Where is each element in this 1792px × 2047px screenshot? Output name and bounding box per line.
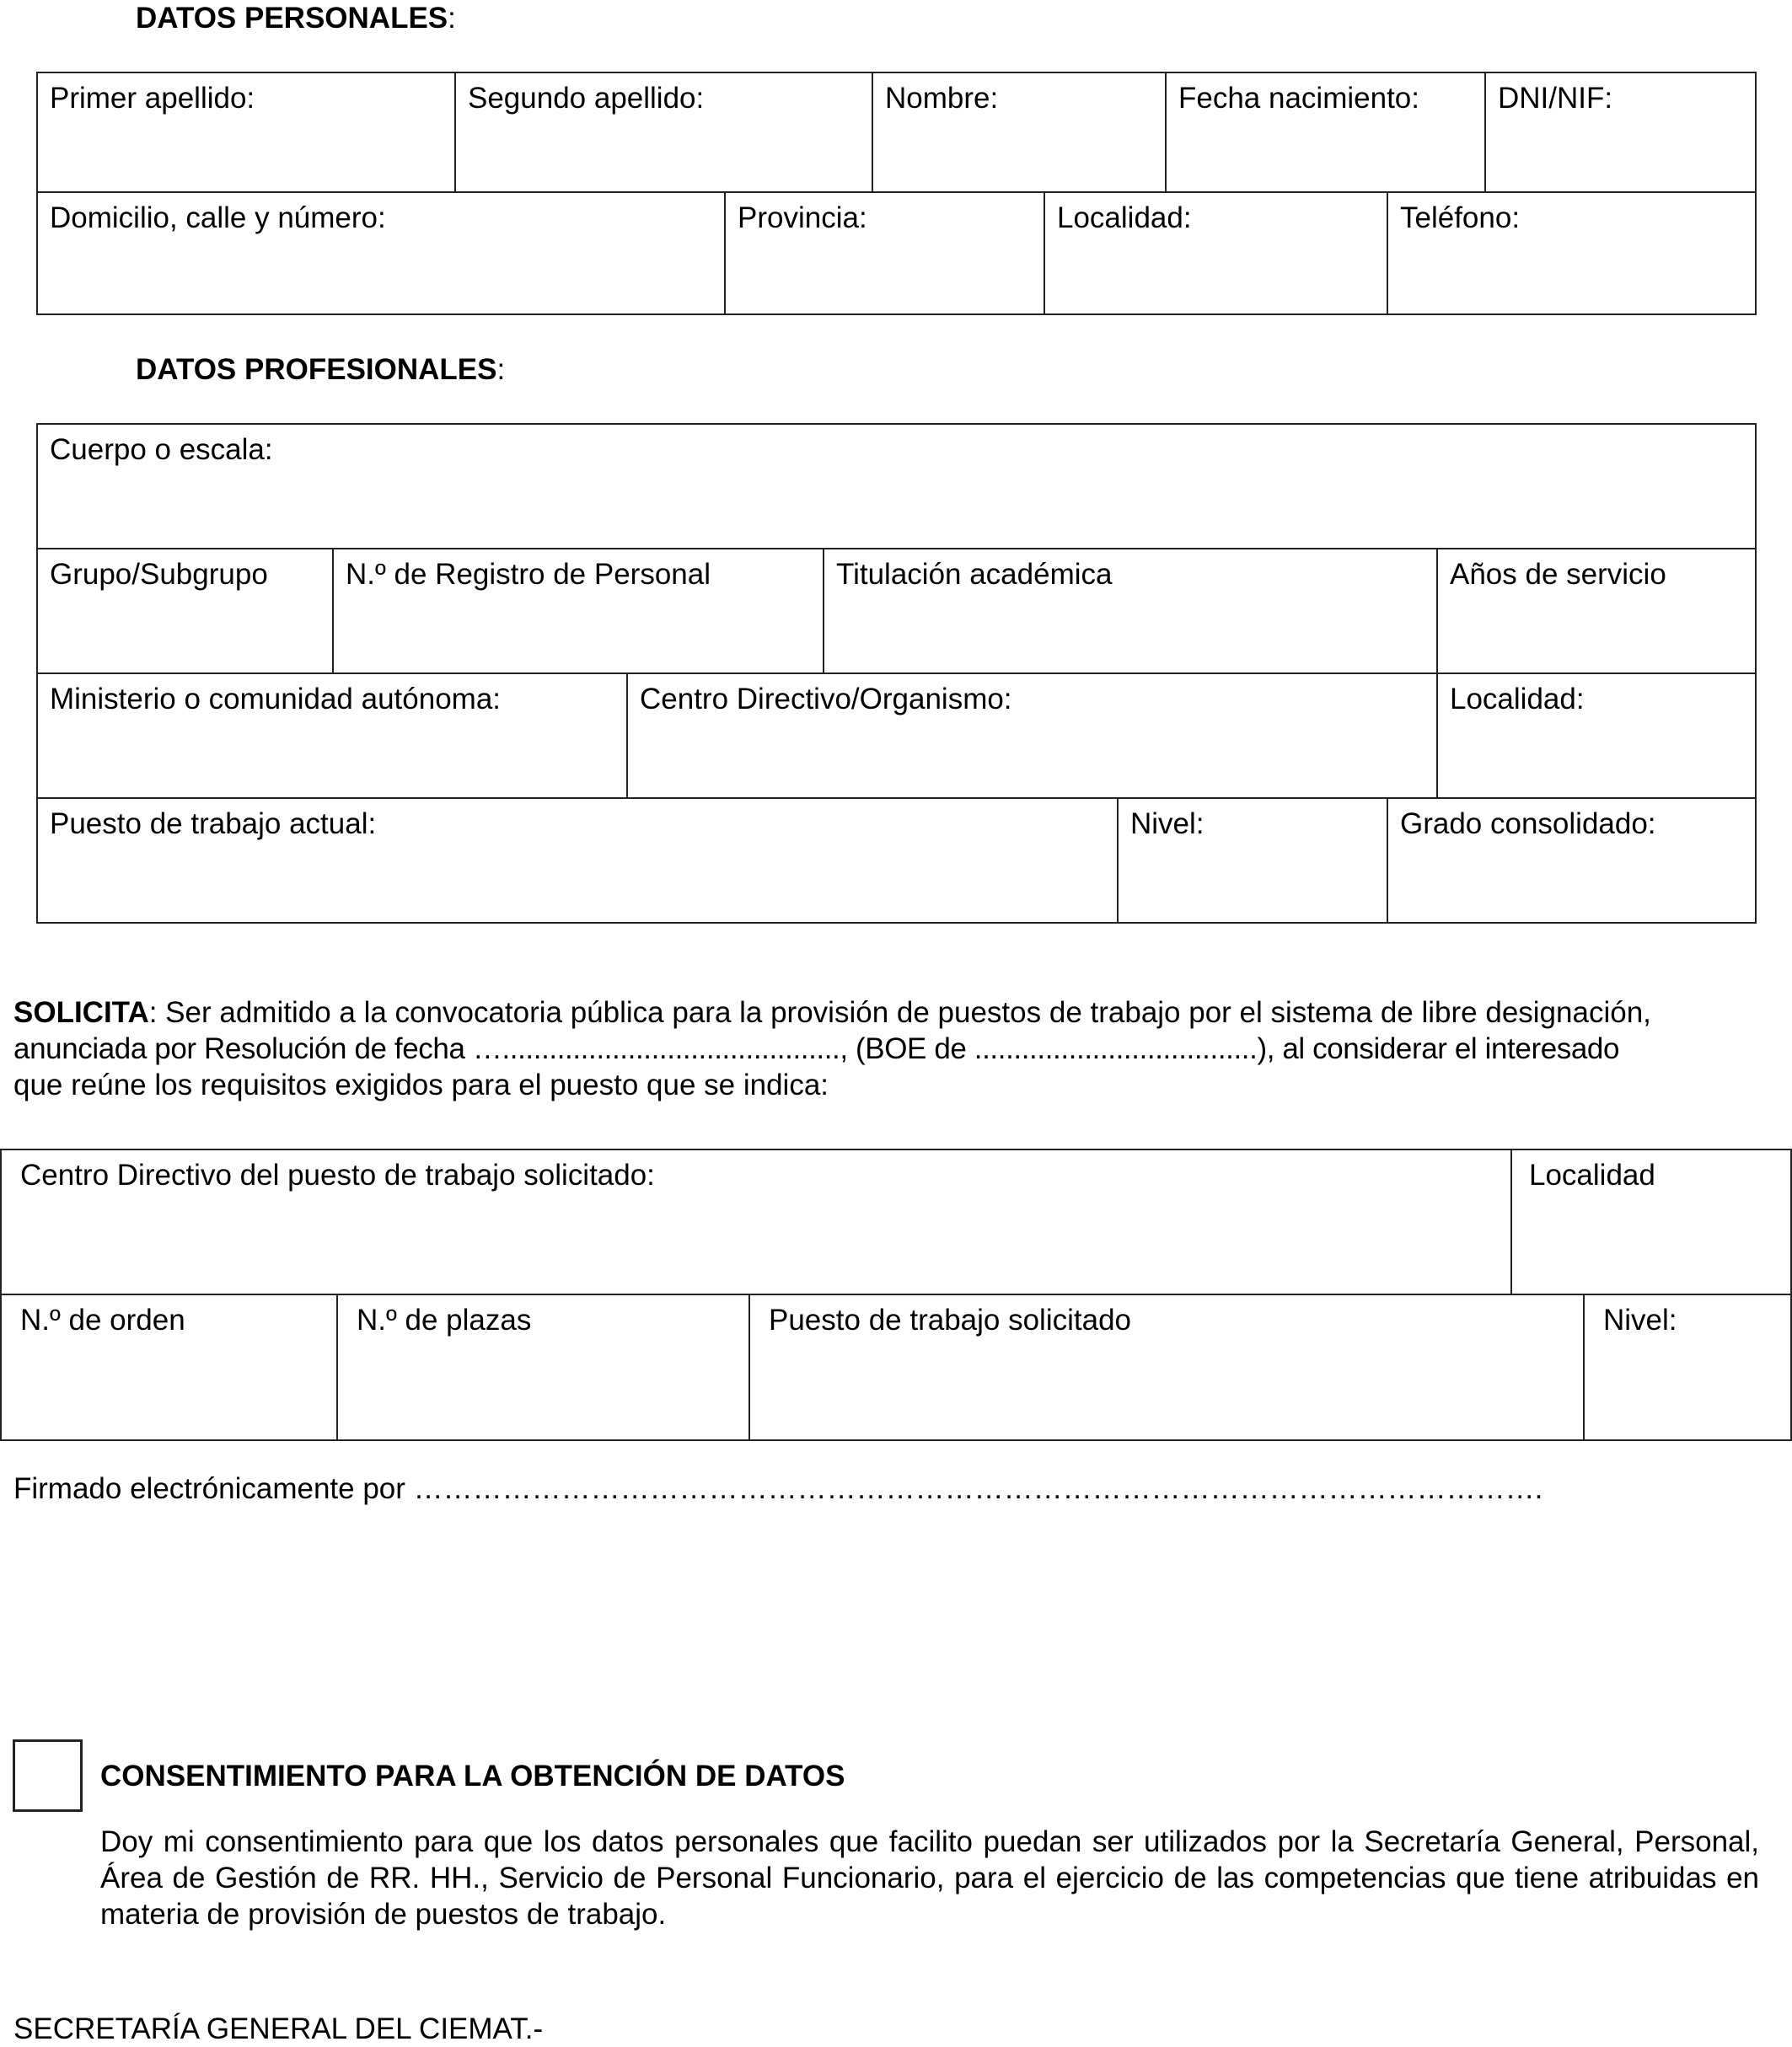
field-localidad-personal[interactable] <box>1044 191 1388 315</box>
signature-line: Firmado electrónicamente por ……………………………………………………………………………………………………. <box>13 1472 1543 1505</box>
field-dni-nif[interactable] <box>1484 72 1757 193</box>
field-label: Grado consolidado: <box>1400 807 1656 840</box>
field-grado-consolidado[interactable] <box>1387 797 1757 924</box>
field-titulacion[interactable] <box>823 548 1438 674</box>
field-ministerio[interactable] <box>36 673 628 799</box>
field-nivel-actual[interactable] <box>1117 797 1388 924</box>
professional-data-heading-text: DATOS PROFESIONALES <box>136 353 497 386</box>
field-segundo-apellido[interactable] <box>454 72 873 193</box>
heading-colon: : <box>448 2 456 35</box>
addressee: SECRETARÍA GENERAL DEL CIEMAT.- <box>13 2012 544 2045</box>
field-label: Nombre: <box>885 82 999 115</box>
field-numero-plazas[interactable] <box>336 1294 750 1441</box>
field-provincia[interactable] <box>724 191 1045 315</box>
field-label: Cuerpo o escala: <box>50 433 273 466</box>
field-label: Grupo/Subgrupo <box>50 558 268 591</box>
consent-title: CONSENTIMIENTO PARA LA OBTENCIÓN DE DATOS <box>100 1760 845 1792</box>
field-localidad-profesional[interactable] <box>1436 673 1757 799</box>
heading-colon: : <box>496 353 506 386</box>
request-paragraph <box>13 994 1780 1103</box>
field-label: DNI/NIF: <box>1498 82 1613 115</box>
field-puesto-actual[interactable] <box>36 797 1119 924</box>
field-centro-directivo-solicitado[interactable] <box>0 1149 1512 1295</box>
field-nombre[interactable] <box>872 72 1167 193</box>
field-centro-directivo[interactable] <box>626 673 1438 799</box>
field-label: Años de servicio <box>1450 558 1666 591</box>
request-line-2: anunciada por Resolución de fecha …..........................................., (BOE de ....................................), al considerar el interesado <box>13 1032 1620 1065</box>
field-label: N.º de orden <box>20 1304 185 1337</box>
field-numero-orden[interactable] <box>0 1294 338 1441</box>
field-label: N.º de plazas <box>357 1304 532 1337</box>
request-line-1 <box>13 994 1780 1031</box>
field-nivel-solicitado[interactable] <box>1583 1294 1792 1441</box>
field-label: Localidad <box>1529 1159 1655 1192</box>
field-label: Titulación académica <box>836 558 1113 591</box>
field-label: Nivel: <box>1603 1304 1677 1337</box>
consent-body: Doy mi consentimiento para que los datos personales que facilito puedan ser utilizados por la Secretaría General, Personal, Área de Gestión de RR. HH., Servicio de Personal Funcionario, para el ejercicio de las competencias que tiene atribuidas en materia de provisión de puestos de trabajo. <box>100 1825 1759 1931</box>
field-primer-apellido[interactable] <box>36 72 456 193</box>
field-localidad-solicitada[interactable] <box>1510 1149 1792 1295</box>
field-label: Puesto de trabajo actual: <box>50 807 377 840</box>
field-telefono[interactable] <box>1387 191 1757 315</box>
field-label: Centro Directivo del puesto de trabajo solicitado: <box>20 1159 655 1192</box>
field-label: Domicilio, calle y número: <box>50 201 386 234</box>
field-cuerpo-escala[interactable] <box>36 423 1757 549</box>
request-label: SOLICITA <box>13 996 149 1029</box>
field-puesto-solicitado[interactable] <box>748 1294 1585 1441</box>
field-label: Puesto de trabajo solicitado <box>769 1304 1131 1337</box>
field-label: Centro Directivo/Organismo: <box>640 683 1012 715</box>
field-label: Provincia: <box>738 201 867 234</box>
field-domicilio[interactable] <box>36 191 726 315</box>
field-label: N.º de Registro de Personal <box>346 558 711 591</box>
field-label: Localidad: <box>1057 201 1192 234</box>
field-registro-personal[interactable] <box>332 548 824 674</box>
professional-data-heading <box>136 353 505 387</box>
field-label: Nivel: <box>1130 807 1205 840</box>
request-line-3: que reúne los requisitos exigidos para el puesto que se indica: <box>13 1069 829 1101</box>
field-label: Teléfono: <box>1400 201 1521 234</box>
field-label: Segundo apellido: <box>468 82 705 115</box>
personal-data-heading-text: DATOS PERSONALES <box>136 2 448 35</box>
field-grupo-subgrupo[interactable] <box>36 548 334 674</box>
field-label: Primer apellido: <box>50 82 255 115</box>
consent-checkbox[interactable] <box>13 1739 83 1812</box>
field-label: Ministerio o comunidad autónoma: <box>50 683 502 715</box>
personal-data-heading <box>136 2 456 35</box>
field-anos-servicio[interactable] <box>1436 548 1757 674</box>
request-text-1: : Ser admitido a la convocatoria pública para la provisión de puestos de trabajo por el sistema de libre designación, <box>148 996 1651 1029</box>
field-fecha-nacimiento[interactable] <box>1165 72 1486 193</box>
field-label: Fecha nacimiento: <box>1178 82 1419 115</box>
field-label: Localidad: <box>1450 683 1585 715</box>
